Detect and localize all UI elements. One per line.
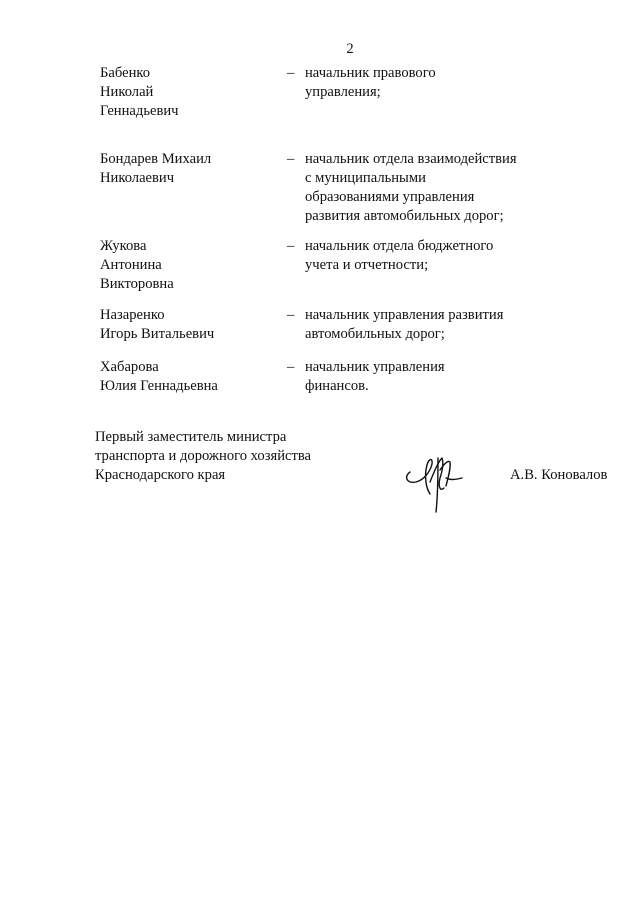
member-dash: –: [287, 238, 295, 254]
member-role: начальник отдела бюджетного учета и отчетности;: [305, 238, 494, 273]
member-dash: –: [287, 151, 295, 167]
handwritten-signature: [400, 438, 470, 518]
member-name: Жукова Антонина Викторовна: [100, 238, 174, 292]
member-name: Бондарев Михаил Николаевич: [100, 151, 212, 186]
signer-name: А.В. Коновалов: [510, 467, 608, 483]
member-role: начальник управления развития автомобильных дорог;: [305, 307, 504, 342]
signer-title: Первый заместитель министра транспорта и дорожного хозяйства Краснодарского края: [95, 429, 312, 483]
member-dash: –: [287, 65, 295, 81]
member-name: Хабарова Юлия Геннадьевна: [100, 359, 218, 394]
member-role: начальник управления финансов.: [305, 359, 445, 394]
member-dash: –: [287, 359, 295, 375]
member-name: Бабенко Николай Геннадьевич: [100, 65, 179, 119]
signature-block: [95, 428, 615, 528]
member-role: начальник правового управления;: [305, 65, 436, 100]
member-dash: –: [287, 307, 295, 323]
member-role: начальник отдела взаимодействия с муниципальными образованиями управления развития автомобильных дорог;: [305, 151, 517, 224]
member-name: Назаренко Игорь Витальевич: [100, 307, 215, 342]
page-number: 2: [346, 41, 354, 57]
